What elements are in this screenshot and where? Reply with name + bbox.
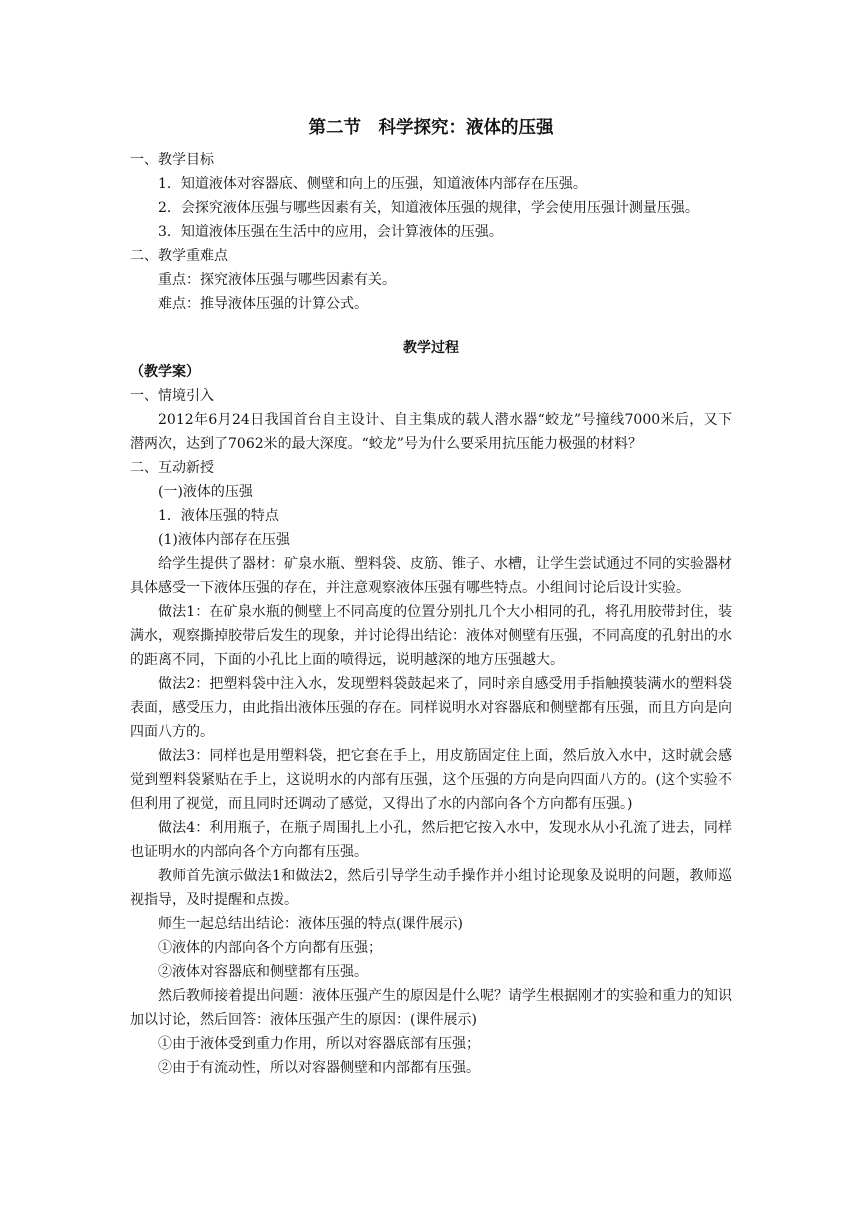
process-heading: 教学过程 <box>403 340 459 356</box>
paragraph: 给学生提供了器材：矿泉水瓶、塑料袋、皮筋、锥子、水槽，让学生尝试通过不同的实验器材具体感受一下液体压强的存在，并注意观察液体压强有哪些特点。小组间讨论后设计实验。 <box>130 556 732 596</box>
paragraph: (一)液体的压强 <box>158 484 253 500</box>
paragraph: 做法1：在矿泉水瓶的侧壁上不同高度的位置分别扎几个大小相同的孔，将孔用胶带封住，装满水，观察撕掉胶带后发生的现象，并讨论得出结论：液体对侧壁有压强，不同高度的孔射出的水的距离不同，下面的小孔比上面的喷得远，说明越深的地方压强越大。 <box>130 604 732 668</box>
interact-heading: 二、互动新授 <box>130 460 214 476</box>
goal-item-2: 2．会探究液体压强与哪些因素有关，知道液体压强的规律，学会使用压强计测量压强。 <box>158 200 699 216</box>
paragraph: 做法4：利用瓶子，在瓶子周围扎上小孔，然后把它按入水中，发现水从小孔流了进去，同样也证明水的内部向各个方向都有压强。 <box>130 820 732 860</box>
page-title: 第二节 科学探究：液体的压强 <box>308 118 554 138</box>
goal-item-3: 3．知道液体压强在生活中的应用，会计算液体的压强。 <box>158 224 503 240</box>
paragraph: 做法3：同样也是用塑料袋，把它套在手上，用皮筋固定住上面，然后放入水中，这时就会感觉到塑料袋紧贴在手上，这说明水的内部有压强，这个压强的方向是向四面八方的。(这个实验不但利用了视觉，而且同时还调动了感觉，又得出了水的内部向各个方向都有压强。) <box>130 748 732 812</box>
case-label: （教学案） <box>130 364 200 380</box>
intro-heading: 一、情境引入 <box>130 388 214 404</box>
paragraph: 做法2：把塑料袋中注入水，发现塑料袋鼓起来了，同时亲自感受用手指触摸装满水的塑料袋表面，感受压力，由此指出液体压强的存在。同样说明水对容器底和侧壁都有压强，而且方向是向四面八方的。 <box>130 676 732 740</box>
section-heading-keys: 二、教学重难点 <box>130 248 228 264</box>
paragraph: 教师首先演示做法1和做法2，然后引导学生动手操作并小组讨论现象及说明的问题，教师巡视指导，及时提醒和点拨。 <box>130 868 732 908</box>
intro-paragraph: 2012年6月24日我国首台自主设计、自主集成的载人潜水器“蛟龙”号撞线7000米后，又下潜两次，达到了7062米的最大深度。“蛟龙”号为什么要采用抗压能力极强的材料？ <box>130 412 732 452</box>
section-heading-goals: 一、教学目标 <box>130 152 214 168</box>
paragraph: (1)液体内部存在压强 <box>158 532 290 548</box>
paragraph: ①由于液体受到重力作用，所以对容器底部有压强； <box>158 1036 480 1052</box>
paragraph: ②由于有流动性，所以对容器侧壁和内部都有压强。 <box>158 1060 480 1076</box>
goal-item-1: 1．知道液体对容器底、侧壁和向上的压强，知道液体内部存在压强。 <box>158 176 587 192</box>
key-difficulty: 难点：推导液体压强的计算公式。 <box>158 296 368 312</box>
paragraph: 师生一起总结出结论：液体压强的特点(课件展示) <box>158 916 463 932</box>
spacer <box>130 316 732 336</box>
paragraph: 然后教师接着提出问题：液体压强产生的原因是什么呢？请学生根据刚才的实验和重力的知识加以讨论，然后回答：液体压强产生的原因：(课件展示) <box>130 988 732 1028</box>
key-focus: 重点：探究液体压强与哪些因素有关。 <box>158 272 396 288</box>
paragraph: ②液体对容器底和侧壁都有压强。 <box>158 964 368 980</box>
paragraph: ①液体的内部向各个方向都有压强； <box>158 940 382 956</box>
paragraph: 1．液体压强的特点 <box>158 508 279 524</box>
